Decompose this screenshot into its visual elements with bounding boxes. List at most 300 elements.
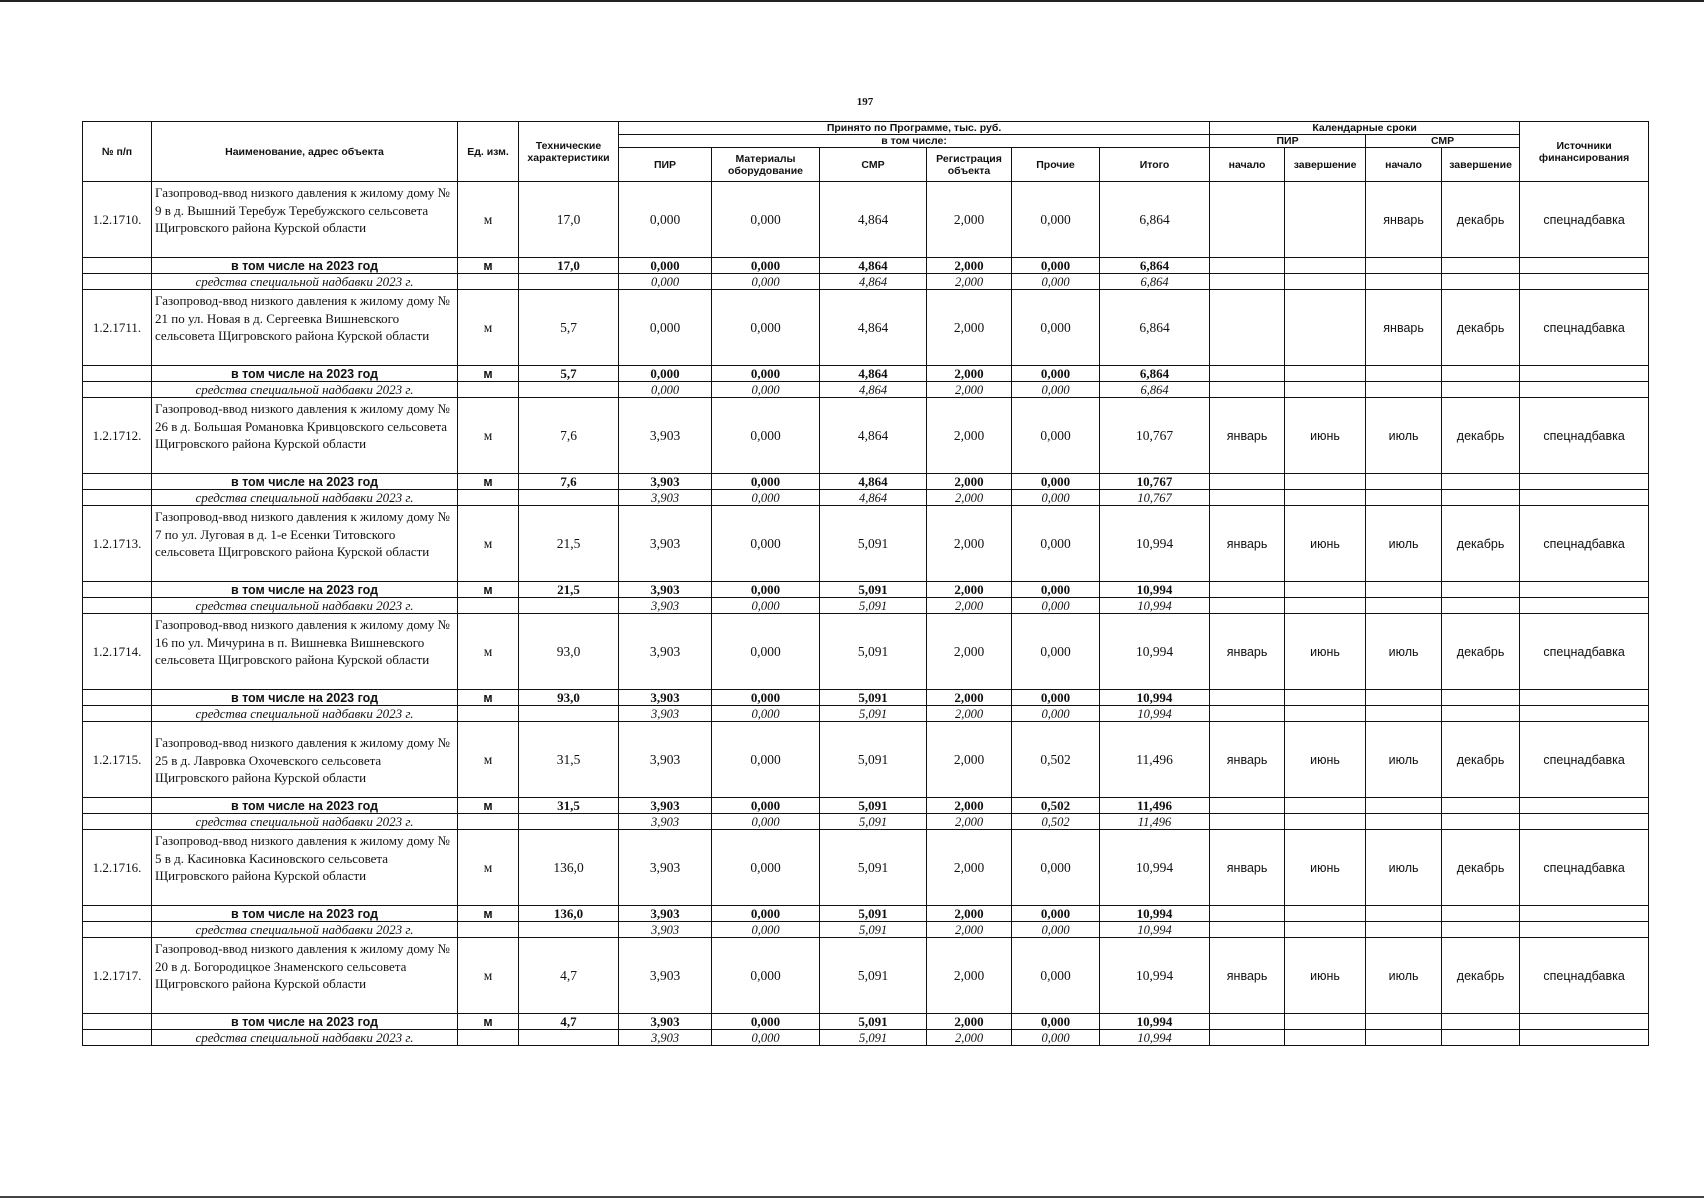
unit-cell: м (458, 582, 519, 598)
special-funds-row (83, 922, 1649, 938)
empty-cell (83, 690, 152, 706)
smr-cell: 5,091 (820, 506, 927, 582)
smr-end-cell: декабрь (1442, 290, 1520, 366)
source-cell: спецнадбавка (1520, 938, 1649, 1014)
empty-cell (1366, 474, 1442, 490)
year-2023-row (83, 366, 1649, 382)
unit-cell: м (458, 506, 519, 582)
materials-cell: 0,000 (712, 582, 820, 598)
smr-cell: 4,864 (820, 366, 927, 382)
other-cell: 0,000 (1012, 490, 1100, 506)
empty-cell (83, 582, 152, 598)
materials-cell: 0,000 (712, 798, 820, 814)
pir-start-cell: январь (1210, 398, 1285, 474)
materials-cell: 0,000 (712, 274, 820, 290)
smr-cell: 5,091 (820, 722, 927, 798)
empty-cell (1366, 1014, 1442, 1030)
empty-cell (1210, 690, 1285, 706)
pir-cell: 3,903 (619, 474, 712, 490)
pir-end-cell (1285, 182, 1366, 258)
smr-cell: 5,091 (820, 582, 927, 598)
pir-cell: 3,903 (619, 598, 712, 614)
total-cell: 10,994 (1100, 938, 1210, 1014)
other-cell: 0,000 (1012, 938, 1100, 1014)
empty-cell (1210, 1014, 1285, 1030)
empty-cell (83, 366, 152, 382)
empty-cell (1366, 706, 1442, 722)
total-cell: 10,767 (1100, 490, 1210, 506)
empty-cell (1520, 690, 1649, 706)
materials-cell: 0,000 (712, 290, 820, 366)
empty-cell (1442, 274, 1520, 290)
other-cell: 0,000 (1012, 182, 1100, 258)
header-smr-start: начало (1366, 148, 1442, 182)
total-cell: 10,994 (1100, 614, 1210, 690)
header-smr: СМР (820, 148, 927, 182)
empty-cell (83, 258, 152, 274)
empty-cell (1520, 366, 1649, 382)
header-cal-pir: ПИР (1210, 135, 1366, 148)
special-funds-label: средства специальной надбавки 2023 г. (152, 274, 458, 290)
smr-cell: 4,864 (820, 290, 927, 366)
special-funds-row (83, 706, 1649, 722)
tech-cell: 4,7 (519, 1014, 619, 1030)
registration-cell: 2,000 (927, 722, 1012, 798)
materials-cell: 0,000 (712, 830, 820, 906)
registration-cell: 2,000 (927, 474, 1012, 490)
tech-cell: 7,6 (519, 398, 619, 474)
source-cell: спецнадбавка (1520, 182, 1649, 258)
materials-cell: 0,000 (712, 690, 820, 706)
empty-cell (1285, 382, 1366, 398)
empty-cell (83, 798, 152, 814)
total-cell: 6,864 (1100, 258, 1210, 274)
empty-cell (1210, 922, 1285, 938)
empty-cell (458, 598, 519, 614)
object-code: 1.2.1715. (83, 722, 152, 798)
empty-cell (1210, 598, 1285, 614)
empty-cell (458, 922, 519, 938)
object-code: 1.2.1717. (83, 938, 152, 1014)
table-body (83, 182, 1649, 1046)
smr-cell: 4,864 (820, 490, 927, 506)
special-funds-row (83, 274, 1649, 290)
empty-cell (1210, 258, 1285, 274)
smr-start-cell: июль (1366, 506, 1442, 582)
pir-cell: 0,000 (619, 182, 712, 258)
smr-end-cell: декабрь (1442, 614, 1520, 690)
pir-end-cell: июнь (1285, 830, 1366, 906)
pir-cell: 3,903 (619, 1014, 712, 1030)
smr-end-cell: декабрь (1442, 938, 1520, 1014)
other-cell: 0,000 (1012, 398, 1100, 474)
pir-start-cell: январь (1210, 506, 1285, 582)
empty-cell (1285, 366, 1366, 382)
header-registration: Регистрация объекта (927, 148, 1012, 182)
empty-cell (1520, 1030, 1649, 1046)
registration-cell: 2,000 (927, 938, 1012, 1014)
other-cell: 0,000 (1012, 582, 1100, 598)
object-row (83, 398, 1649, 474)
special-funds-label: средства специальной надбавки 2023 г. (152, 922, 458, 938)
year-2023-row (83, 906, 1649, 922)
unit-cell: м (458, 474, 519, 490)
smr-end-cell: декабрь (1442, 398, 1520, 474)
empty-cell (1520, 490, 1649, 506)
empty-cell (1210, 706, 1285, 722)
pir-cell: 3,903 (619, 922, 712, 938)
pir-end-cell: июнь (1285, 398, 1366, 474)
tech-cell: 21,5 (519, 582, 619, 598)
other-cell: 0,000 (1012, 474, 1100, 490)
other-cell: 0,000 (1012, 290, 1100, 366)
empty-cell (1366, 906, 1442, 922)
empty-cell (83, 490, 152, 506)
empty-cell (1442, 798, 1520, 814)
total-cell: 10,994 (1100, 922, 1210, 938)
empty-cell (458, 274, 519, 290)
program-table (82, 121, 1649, 1046)
smr-cell: 5,091 (820, 690, 927, 706)
header-materials: Материалы оборудование (712, 148, 820, 182)
special-funds-label: средства специальной надбавки 2023 г. (152, 490, 458, 506)
materials-cell: 0,000 (712, 1014, 820, 1030)
empty-cell (1442, 814, 1520, 830)
total-cell: 10,767 (1100, 474, 1210, 490)
empty-cell (1366, 274, 1442, 290)
pir-cell: 3,903 (619, 830, 712, 906)
pir-end-cell: июнь (1285, 614, 1366, 690)
materials-cell: 0,000 (712, 906, 820, 922)
smr-start-cell: июль (1366, 722, 1442, 798)
other-cell: 0,000 (1012, 274, 1100, 290)
total-cell: 10,994 (1100, 906, 1210, 922)
header-unit: Ед. изм. (458, 122, 519, 182)
other-cell: 0,000 (1012, 690, 1100, 706)
empty-cell (83, 922, 152, 938)
tech-cell: 17,0 (519, 182, 619, 258)
registration-cell: 2,000 (927, 398, 1012, 474)
header-sources: Источники финансирования (1520, 122, 1649, 182)
tech-cell: 31,5 (519, 722, 619, 798)
registration-cell: 2,000 (927, 582, 1012, 598)
empty-cell (1366, 814, 1442, 830)
empty-cell (1210, 490, 1285, 506)
registration-cell: 2,000 (927, 258, 1012, 274)
empty-cell (519, 598, 619, 614)
object-name: Газопровод-ввод низкого давления к жилому дому № 25 в д. Лавровка Охочевского сельсовета Щигровского района Курской области (152, 722, 458, 798)
registration-cell: 2,000 (927, 274, 1012, 290)
object-row (83, 614, 1649, 690)
empty-cell (1285, 258, 1366, 274)
pir-end-cell: июнь (1285, 938, 1366, 1014)
tech-cell: 5,7 (519, 290, 619, 366)
pir-cell: 0,000 (619, 290, 712, 366)
header-smr-end: завершение (1442, 148, 1520, 182)
empty-cell (1285, 582, 1366, 598)
special-funds-row (83, 382, 1649, 398)
pir-cell: 3,903 (619, 906, 712, 922)
source-cell: спецнадбавка (1520, 398, 1649, 474)
other-cell: 0,000 (1012, 506, 1100, 582)
other-cell: 0,502 (1012, 722, 1100, 798)
pir-end-cell (1285, 290, 1366, 366)
other-cell: 0,000 (1012, 598, 1100, 614)
special-funds-label: средства специальной надбавки 2023 г. (152, 706, 458, 722)
pir-end-cell: июнь (1285, 506, 1366, 582)
pir-start-cell (1210, 290, 1285, 366)
year-2023-label: в том числе на 2023 год (152, 582, 458, 598)
special-funds-label: средства специальной надбавки 2023 г. (152, 1030, 458, 1046)
pir-cell: 3,903 (619, 690, 712, 706)
year-2023-row (83, 690, 1649, 706)
pir-cell: 3,903 (619, 490, 712, 506)
empty-cell (1366, 258, 1442, 274)
registration-cell: 2,000 (927, 382, 1012, 398)
other-cell: 0,502 (1012, 814, 1100, 830)
pir-cell: 0,000 (619, 366, 712, 382)
empty-cell (1442, 474, 1520, 490)
year-2023-label: в том числе на 2023 год (152, 474, 458, 490)
unit-cell: м (458, 614, 519, 690)
empty-cell (1285, 798, 1366, 814)
pir-cell: 3,903 (619, 1030, 712, 1046)
empty-cell (1210, 798, 1285, 814)
pir-end-cell: июнь (1285, 722, 1366, 798)
registration-cell: 2,000 (927, 798, 1012, 814)
empty-cell (1442, 582, 1520, 598)
empty-cell (1366, 1030, 1442, 1046)
registration-cell: 2,000 (927, 598, 1012, 614)
registration-cell: 2,000 (927, 490, 1012, 506)
total-cell: 10,994 (1100, 706, 1210, 722)
total-cell: 10,994 (1100, 830, 1210, 906)
smr-cell: 5,091 (820, 798, 927, 814)
object-code: 1.2.1714. (83, 614, 152, 690)
empty-cell (1520, 582, 1649, 598)
empty-cell (1520, 274, 1649, 290)
special-funds-row (83, 814, 1649, 830)
special-funds-row (83, 490, 1649, 506)
smr-start-cell: июль (1366, 614, 1442, 690)
source-cell: спецнадбавка (1520, 506, 1649, 582)
registration-cell: 2,000 (927, 814, 1012, 830)
header-name: Наименование, адрес объекта (152, 122, 458, 182)
source-cell: спецнадбавка (1520, 614, 1649, 690)
pir-cell: 3,903 (619, 722, 712, 798)
empty-cell (519, 814, 619, 830)
empty-cell (1520, 258, 1649, 274)
materials-cell: 0,000 (712, 258, 820, 274)
empty-cell (1442, 906, 1520, 922)
total-cell: 11,496 (1100, 722, 1210, 798)
year-2023-row (83, 798, 1649, 814)
total-cell: 10,994 (1100, 506, 1210, 582)
unit-cell: м (458, 830, 519, 906)
empty-cell (519, 922, 619, 938)
header-total: Итого (1100, 148, 1210, 182)
empty-cell (1442, 706, 1520, 722)
header-cal-smr: СМР (1366, 135, 1520, 148)
smr-cell: 4,864 (820, 474, 927, 490)
empty-cell (1285, 706, 1366, 722)
object-name: Газопровод-ввод низкого давления к жилому дому № 7 по ул. Луговая в д. 1-е Есенки Титовского сельсовета Щигровского района Курской области (152, 506, 458, 582)
empty-cell (1366, 798, 1442, 814)
year-2023-row (83, 582, 1649, 598)
total-cell: 10,994 (1100, 582, 1210, 598)
registration-cell: 2,000 (927, 690, 1012, 706)
object-code: 1.2.1712. (83, 398, 152, 474)
empty-cell (1210, 366, 1285, 382)
unit-cell: м (458, 906, 519, 922)
empty-cell (1520, 922, 1649, 938)
materials-cell: 0,000 (712, 706, 820, 722)
empty-cell (1285, 598, 1366, 614)
total-cell: 10,994 (1100, 1030, 1210, 1046)
total-cell: 6,864 (1100, 290, 1210, 366)
empty-cell (1442, 382, 1520, 398)
smr-start-cell: июль (1366, 938, 1442, 1014)
smr-cell: 4,864 (820, 258, 927, 274)
other-cell: 0,000 (1012, 906, 1100, 922)
empty-cell (1210, 274, 1285, 290)
empty-cell (1366, 366, 1442, 382)
pir-start-cell: январь (1210, 722, 1285, 798)
total-cell: 6,864 (1100, 366, 1210, 382)
registration-cell: 2,000 (927, 366, 1012, 382)
empty-cell (1210, 814, 1285, 830)
tech-cell: 7,6 (519, 474, 619, 490)
smr-cell: 5,091 (820, 938, 927, 1014)
empty-cell (1285, 490, 1366, 506)
smr-start-cell: январь (1366, 290, 1442, 366)
empty-cell (519, 490, 619, 506)
year-2023-label: в том числе на 2023 год (152, 906, 458, 922)
empty-cell (458, 490, 519, 506)
empty-cell (1210, 1030, 1285, 1046)
object-row (83, 290, 1649, 366)
unit-cell: м (458, 722, 519, 798)
empty-cell (458, 382, 519, 398)
special-funds-label: средства специальной надбавки 2023 г. (152, 598, 458, 614)
object-code: 1.2.1710. (83, 182, 152, 258)
empty-cell (83, 598, 152, 614)
smr-cell: 5,091 (820, 1030, 927, 1046)
other-cell: 0,502 (1012, 798, 1100, 814)
materials-cell: 0,000 (712, 366, 820, 382)
empty-cell (1442, 258, 1520, 274)
materials-cell: 0,000 (712, 922, 820, 938)
materials-cell: 0,000 (712, 474, 820, 490)
registration-cell: 2,000 (927, 1014, 1012, 1030)
registration-cell: 2,000 (927, 706, 1012, 722)
empty-cell (83, 906, 152, 922)
unit-cell: м (458, 182, 519, 258)
object-name: Газопровод-ввод низкого давления к жилому дому № 20 в д. Богородицкое Знаменского сельсовета Щигровского района Курской области (152, 938, 458, 1014)
object-row (83, 830, 1649, 906)
other-cell: 0,000 (1012, 366, 1100, 382)
smr-cell: 4,864 (820, 182, 927, 258)
object-row (83, 722, 1649, 798)
year-2023-label: в том числе на 2023 год (152, 1014, 458, 1030)
empty-cell (1285, 690, 1366, 706)
empty-cell (1366, 382, 1442, 398)
empty-cell (1366, 490, 1442, 506)
empty-cell (83, 706, 152, 722)
smr-start-cell: июль (1366, 398, 1442, 474)
empty-cell (1366, 922, 1442, 938)
smr-start-cell: июль (1366, 830, 1442, 906)
smr-end-cell: декабрь (1442, 722, 1520, 798)
pir-cell: 3,903 (619, 398, 712, 474)
empty-cell (83, 1030, 152, 1046)
registration-cell: 2,000 (927, 906, 1012, 922)
empty-cell (1210, 382, 1285, 398)
special-funds-label: средства специальной надбавки 2023 г. (152, 814, 458, 830)
source-cell: спецнадбавка (1520, 290, 1649, 366)
pir-cell: 3,903 (619, 582, 712, 598)
header-accepted: Принято по Программе, тыс. руб. (619, 122, 1210, 135)
header-including: в том числе: (619, 135, 1210, 148)
tech-cell: 93,0 (519, 614, 619, 690)
empty-cell (1442, 366, 1520, 382)
page-number: 197 (856, 96, 874, 108)
object-row (83, 506, 1649, 582)
table-header (83, 122, 1649, 182)
empty-cell (83, 1014, 152, 1030)
object-code: 1.2.1716. (83, 830, 152, 906)
tech-cell: 93,0 (519, 690, 619, 706)
empty-cell (1442, 1030, 1520, 1046)
materials-cell: 0,000 (712, 614, 820, 690)
object-name: Газопровод-ввод низкого давления к жилому дому № 26 в д. Большая Романовка Кривцовского сельсовета Щигровского района Курской области (152, 398, 458, 474)
empty-cell (1520, 1014, 1649, 1030)
materials-cell: 0,000 (712, 506, 820, 582)
total-cell: 6,864 (1100, 382, 1210, 398)
tech-cell: 136,0 (519, 830, 619, 906)
empty-cell (1520, 706, 1649, 722)
empty-cell (458, 814, 519, 830)
empty-cell (1442, 690, 1520, 706)
header-pir-start: начало (1210, 148, 1285, 182)
unit-cell: м (458, 366, 519, 382)
unit-cell: м (458, 690, 519, 706)
object-name: Газопровод-ввод низкого давления к жилому дому № 9 в д. Вышний Теребуж Теребужского сельсовета Щигровского района Курской области (152, 182, 458, 258)
empty-cell (1442, 598, 1520, 614)
registration-cell: 2,000 (927, 614, 1012, 690)
empty-cell (1366, 582, 1442, 598)
pir-start-cell (1210, 182, 1285, 258)
empty-cell (1366, 598, 1442, 614)
materials-cell: 0,000 (712, 938, 820, 1014)
header-calendar: Календарные сроки (1210, 122, 1520, 135)
materials-cell: 0,000 (712, 490, 820, 506)
year-2023-row (83, 1014, 1649, 1030)
empty-cell (1285, 906, 1366, 922)
year-2023-label: в том числе на 2023 год (152, 258, 458, 274)
registration-cell: 2,000 (927, 1030, 1012, 1046)
tech-cell: 31,5 (519, 798, 619, 814)
scan-edge-top (0, 0, 1704, 2)
materials-cell: 0,000 (712, 382, 820, 398)
pir-cell: 3,903 (619, 814, 712, 830)
empty-cell (1520, 814, 1649, 830)
smr-end-cell: декабрь (1442, 830, 1520, 906)
unit-cell: м (458, 938, 519, 1014)
special-funds-row (83, 1030, 1649, 1046)
empty-cell (83, 814, 152, 830)
empty-cell (1442, 922, 1520, 938)
